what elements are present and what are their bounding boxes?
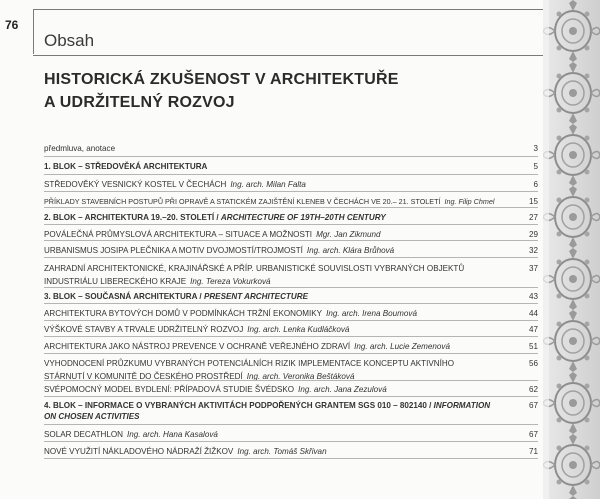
toc-entry-author: Mgr. Jan Zikmund <box>316 230 381 239</box>
toc-entry-title: POVÁLEČNÁ PRŮMYSLOVÁ ARCHITEKTURA – SITUACE A MOŽNOSTI <box>44 230 313 239</box>
toc-entry <box>44 429 538 441</box>
toc-entry-page: 37 <box>528 264 538 273</box>
toc-divider <box>44 396 538 397</box>
toc-divider <box>44 441 538 442</box>
toc-entry-page: 5 <box>533 162 538 171</box>
toc-entry <box>44 262 538 288</box>
toc-entry-author: Ing. arch. Milan Falta <box>230 180 306 189</box>
toc-entry-author: Ing. arch. Jana Zezulová <box>298 385 387 394</box>
title-line-2: A UDRŽITELNÝ ROZVOJ <box>44 94 235 111</box>
toc-entry-author: Ing. arch. Lenka Kudláčková <box>247 325 350 334</box>
toc-entry-title: 2. BLOK – ARCHITEKTURA 19.–20. STOLETÍ / <box>44 213 221 222</box>
section-heading: Obsah <box>44 31 95 50</box>
toc-entry-title: VYHODNOCENÍ PRŮZKUMU VYBRANÝCH POTENCIÁLNÍCH RIZIK IMPLEMENTACE KONCEPTU AKTIVNÍHO STÁRNUTÍ V KOMUNITĚ DO ČESKÉHO PROSTŘEDÍ <box>44 359 454 381</box>
toc-entry-title: 4. BLOK – INFORMACE O VYBRANÝCH AKTIVITÁCH PODPOŘENÝCH GRANTEM SGS 010 – 802140 / <box>44 401 434 410</box>
toc-entry-title: VÝŠKOVÉ STAVBY A TRVALE UDRŽITELNÝ ROZVOJ <box>44 325 244 334</box>
toc-entry-title: NOVÉ VYUŽITÍ NÁKLADOVÉHO NÁDRAŽÍ ŽIŽKOV <box>44 447 234 456</box>
toc-entry-title: 3. BLOK – SOUČASNÁ ARCHITEKTURA / <box>44 292 204 301</box>
toc-entry-page: 3 <box>533 144 538 153</box>
toc-entry-page: 62 <box>528 385 538 394</box>
title-line-1: HISTORICKÁ ZKUŠENOST V ARCHITEKTUŘE <box>44 71 399 88</box>
toc-entry-title: předmluva, anotace <box>44 144 116 153</box>
toc-divider <box>44 303 538 304</box>
publication-title <box>44 68 399 114</box>
toc-block-heading <box>44 212 538 224</box>
toc-entry-page: 51 <box>528 342 538 351</box>
toc-entry <box>44 143 538 155</box>
toc-entry <box>44 245 538 257</box>
toc-divider <box>44 174 538 175</box>
header-rule <box>33 9 543 10</box>
toc-entry-page: 32 <box>528 246 538 255</box>
toc-divider <box>44 224 538 225</box>
toc-entry-subtitle: ARCHITECTURE OF 19TH–20TH CENTURY <box>220 213 386 222</box>
toc-entry-author: Ing. Filip Chmel <box>444 197 495 206</box>
toc-entry <box>44 341 538 353</box>
toc-divider <box>44 380 538 381</box>
toc-entry-title: 1. BLOK – STŘEDOVĚKÁ ARCHITEKTURA <box>44 162 208 171</box>
toc-entry <box>44 308 538 320</box>
toc-entry-author: Ing. arch. Veronika Beštáková <box>246 372 355 381</box>
toc-entry-author: Ing. arch. Klára Brůhová <box>306 246 395 255</box>
toc-entry-title: ARCHITEKTURA BYTOVÝCH DOMŮ V PODMÍNKÁCH TRŽNÍ EKONOMIKY <box>44 309 323 318</box>
toc-entry-page: 47 <box>528 325 538 334</box>
toc-entry-page: 27 <box>528 213 538 222</box>
toc-entry-title: ZAHRADNÍ ARCHITEKTONICKÉ, KRAJINÁŘSKÉ A PŘÍP. URBANISTICKÉ SOUVISLOSTI VYBRANÝCH OBJEKTŮ INDUSTRIÁLU LIBERECKÉHO KRAJE <box>44 264 465 286</box>
toc-block-heading <box>44 400 538 422</box>
toc-entry-page: 67 <box>528 430 538 439</box>
toc-entry-page: 29 <box>528 230 538 239</box>
toc-entry <box>44 324 538 336</box>
toc-entry-title: PŘÍKLADY STAVEBNÍCH POSTUPŮ PŘI OPRAVĚ A STATICKÉM ZAJIŠTĚNÍ KLENEB V ČECHÁCH VE 20.– 21. STOLETÍ <box>44 197 441 206</box>
toc-entry <box>44 446 538 458</box>
page-number: 76 <box>5 18 19 32</box>
toc-entry-page: 6 <box>533 180 538 189</box>
toc-divider <box>44 458 538 459</box>
toc-entry-author: Ing. arch. Hana Kasalová <box>127 430 218 439</box>
toc-divider <box>44 207 538 208</box>
toc-entry-page: 44 <box>528 309 538 318</box>
toc-entry-title: SVÉPOMOCNÝ MODEL BYDLENÍ: PŘÍPADOVÁ STUDIE ŠVÉDSKO <box>44 385 295 394</box>
toc-divider <box>44 336 538 337</box>
toc-entry-page: 71 <box>528 447 538 456</box>
toc-divider <box>44 156 538 157</box>
toc-divider <box>44 191 538 192</box>
toc-entry-title: URBANISMUS JOSIPA PLEČNIKA A MOTIV DVOJMOSTÍ/TROJMOSTÍ <box>44 246 303 255</box>
toc-entry-title: ARCHITEKTURA JAKO NÁSTROJ PREVENCE V OCHRANĚ VEŘEJNÉHO ZDRAVÍ <box>44 342 351 351</box>
toc-entry <box>44 384 538 396</box>
toc-block-heading <box>44 161 538 173</box>
toc-entry <box>44 179 538 191</box>
heading-underline <box>33 55 543 56</box>
toc-entry-author: Ing. arch. Tomáš Skřivan <box>237 447 327 456</box>
toc-entry-title: STŘEDOVĚKÝ VESNICKÝ KOSTEL V ČECHÁCH <box>44 180 227 189</box>
toc-divider <box>44 320 538 321</box>
toc-divider <box>44 257 538 258</box>
toc-entry-page: 15 <box>528 197 538 206</box>
toc-entry-title: SOLAR DECATHLON <box>44 430 124 439</box>
toc-divider <box>44 424 538 425</box>
toc-entry-subtitle: INFORMATION ON CHOSEN ACTIVITIES <box>44 401 491 421</box>
toc-divider <box>44 353 538 354</box>
toc-entry-author: Ing. arch. Lucie Zemenová <box>354 342 450 351</box>
header-side-rule <box>33 9 34 54</box>
toc-entry-page: 56 <box>528 359 538 368</box>
toc-block-heading <box>44 291 538 303</box>
ornamental-border-pattern <box>543 0 600 499</box>
toc-entry-page: 43 <box>528 292 538 301</box>
toc-entry-author: Ing. Tereza Vokurková <box>190 277 271 286</box>
toc-entry-subtitle: PRESENT ARCHITECTURE <box>203 292 308 301</box>
toc-entry-author: Ing. arch. Irena Boumová <box>326 309 417 318</box>
toc-entry-page: 67 <box>528 401 538 410</box>
toc-divider <box>44 287 538 288</box>
toc-divider <box>44 240 538 241</box>
